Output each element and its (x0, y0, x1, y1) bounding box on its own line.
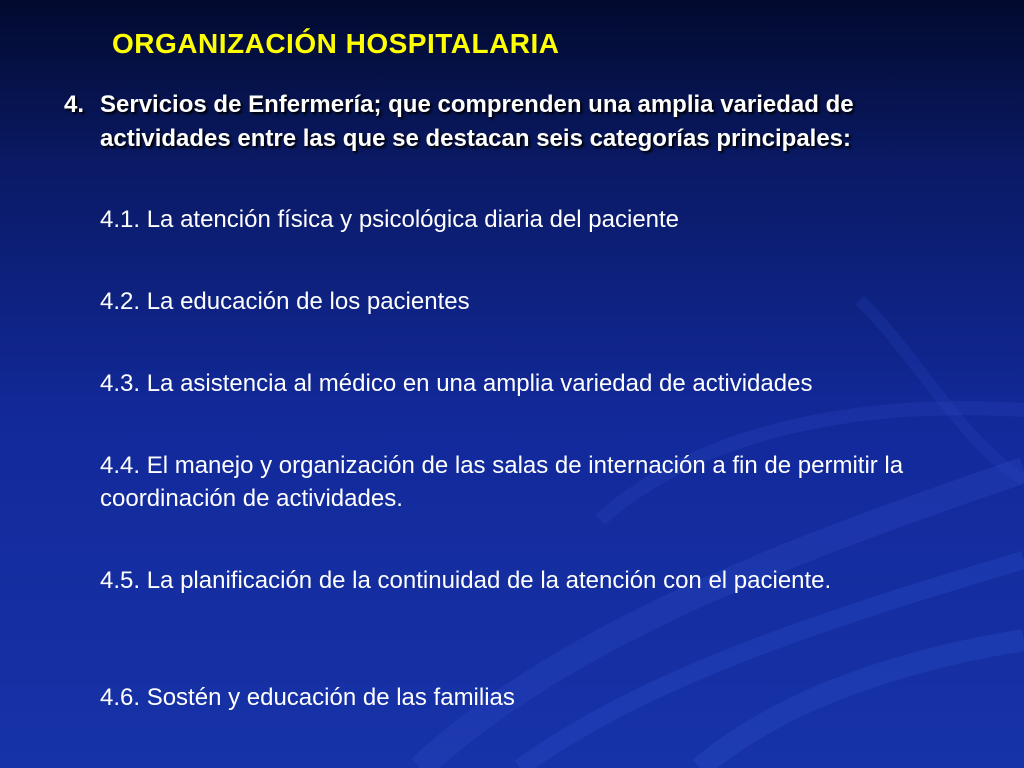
intro-number: 4. (64, 91, 85, 118)
list-item: 4.4. El manejo y organización de las salas de internación a fin de permitir la coordinación de actividades. (100, 452, 904, 512)
list-item: 4.3. La asistencia al médico en una amplia variedad de actividades (100, 370, 813, 397)
intro-paragraph (64, 88, 964, 156)
intro-text: Servicios de Enfermería; que comprenden una amplia variedad de actividades entre las que se destacan seis categorías principales: (100, 91, 854, 152)
slide-title: ORGANIZACIÓN HOSPITALARIA (112, 28, 560, 59)
list-item: 4.1. La atención física y psicológica diaria del paciente (100, 206, 680, 233)
list-item: 4.5. La planificación de la continuidad de la atención con el paciente. (100, 567, 832, 594)
list-item: 4.6. Sostén y educación de las familias (100, 684, 515, 711)
list-item: 4.2. La educación de los pacientes (100, 288, 470, 315)
